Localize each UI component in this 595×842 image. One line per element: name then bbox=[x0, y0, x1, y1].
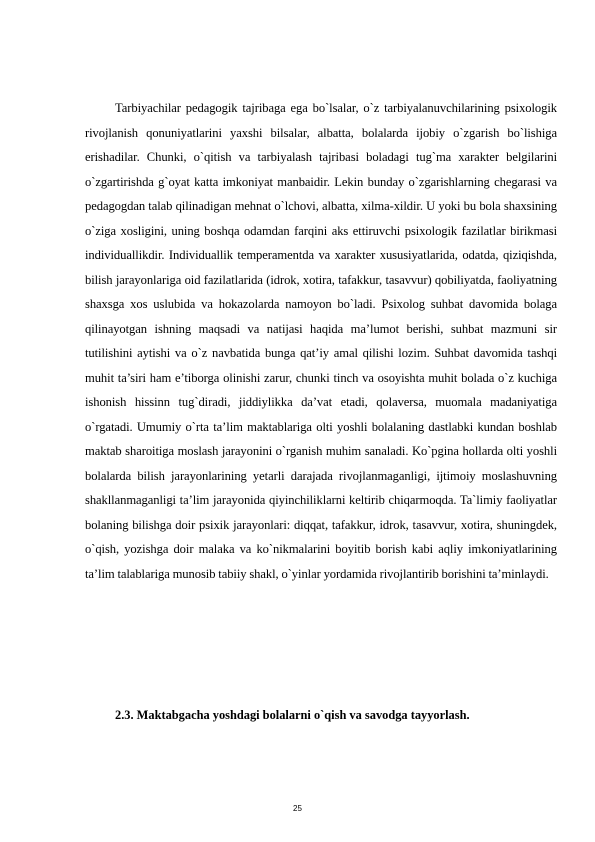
body-paragraph: Tarbiyachilar pedagogik tajribaga ega bo`lsalar, o`z tarbiyalanuvchilarining psixologik rivojlanish qonuniyatlarini yaxshi bilsalar, albatta, bolalarda ijobiy o`zgarish bo`lishiga erishadilar. Chunki, o`qitish va tarbiyalash tajribasi boladagi tug`ma xarakter belgilarini o`zgartirishda g`oyat katta imkoniyat manbaidir. Lekin bunday o`zgarishlarning chegarasi va pedagogdan talab qilinadigan mehnat o`lchovi, albatta, xilma-xildir. U yoki bu bola shaxsining o`ziga xosligini, uning boshqa odamdan farqini aks ettiruvchi psixologik fazilatlar birikmasi individuallikdir. Individuallik temperamentda va xarakter xususiyatlarida, odatda, qiziqishda, bilish jarayonlariga oid fazilatlarida (idrok, xotira, tafakkur, tasavvur) qobiliyatda, faoliyatning shaxsga xos uslubida va hokazolarda namoyon bo`ladi. Psixolog suhbat davomida bolaga qilinayotgan ishning maqsadi va natijasi haqida ma’lumot berishi, suhbat mazmuni sir tutilishini aytishi va o`z navbatida bunga qat’iy amal qilishi lozim. Suhbat davomida tashqi muhit ta’siri ham e’tiborga olinishi zarur, chunki tinch va osoyishta muhit bolada o`z kuchiga ishonish hissinn tug`diradi, jiddiylikka da’vat etadi, qolaversa, muomala madaniyatiga o`rgatadi. Umumiy o`rta ta’lim maktablariga olti yoshli bolalaning dastlabki kundan boshlab maktab sharoitiga moslash jarayonini o`rganish muhim sanaladi. Ko`pgina hollarda olti yoshli bolalarda bilish jarayonlarining yetarli darajada rivojlanmaganligi, ijtimoiy moslashuvning shakllanmaganligi ta’lim jarayonida qiyinchiliklarni keltirib chiqarmoqda. Ta`limiy faoliyatlar bolaning bilishga doir psixik jarayonlari: diqqat, tafakkur, idrok, tasavvur, xotira, shuningdek, o`qish, yozishga doir malaka va ko`nikmalarini boyitib borish kabi aqliy imkoniyatlarining ta’lim talablariga munosib tabiiy shakl, o`yinlar yordamida rivojlantirib borishini ta’minlaydi. bbox=[85, 101, 557, 581]
page-number: 25 bbox=[293, 804, 302, 813]
section-heading: 2.3. Maktabgacha yoshdagi bolalarni o`qish va savodga tayyorlash. bbox=[115, 708, 470, 722]
